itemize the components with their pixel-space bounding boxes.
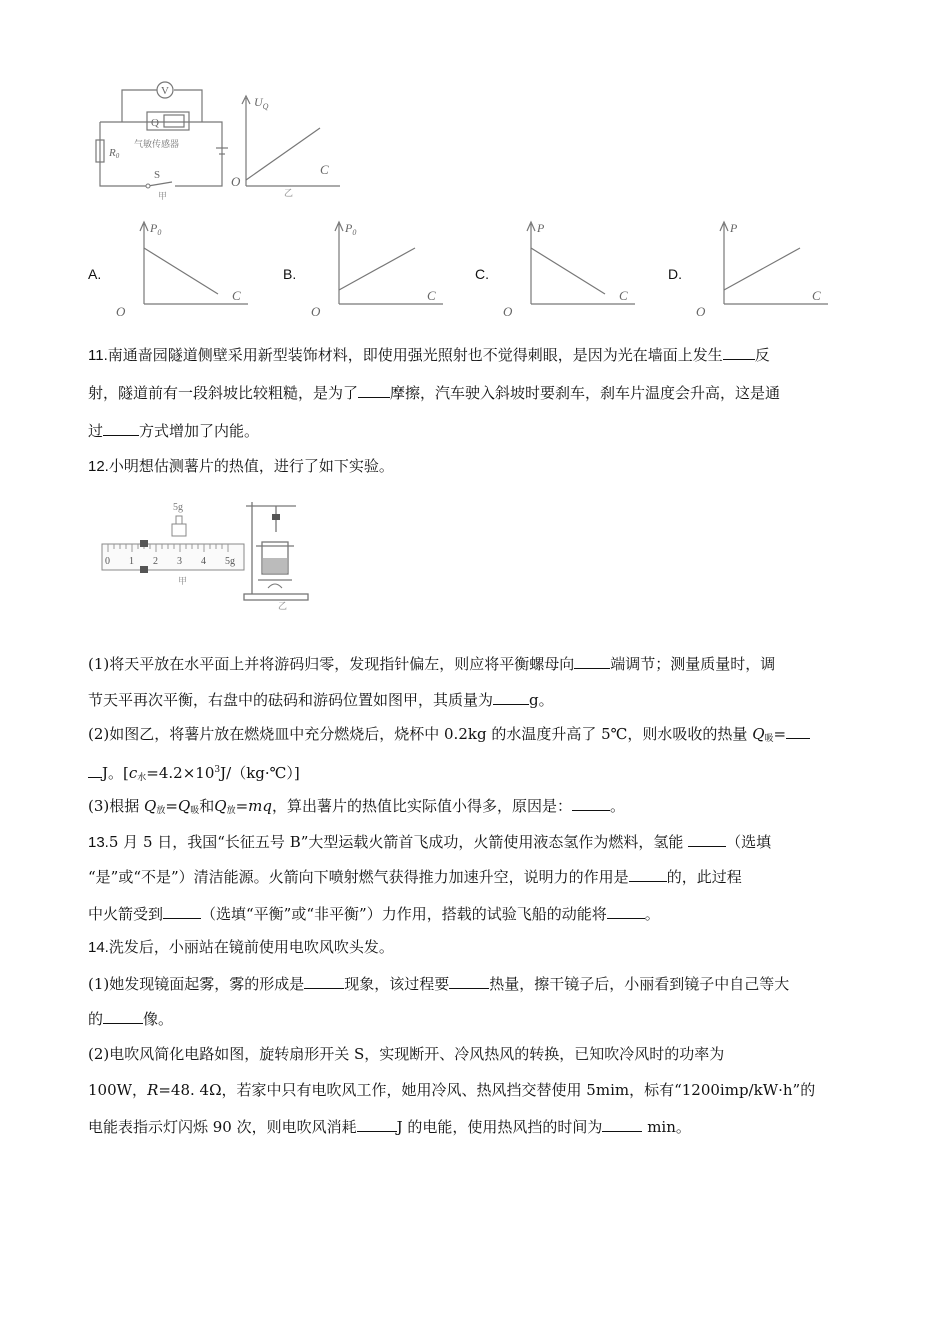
option-a-graph[interactable] (108, 218, 258, 322)
q12-number: 12. (88, 458, 109, 475)
q14-blank-3[interactable] (103, 1009, 143, 1024)
switch-label: S (154, 169, 161, 181)
q13-blank-1[interactable] (688, 832, 726, 847)
q12-blank-3a[interactable] (786, 724, 810, 739)
q11-line-2: 射，隧道前有一段斜坡比较粗糙，是为了 摩擦，汽车驶入斜坡时要刹车，刹车片温度会升高，这是通 (88, 384, 781, 402)
q14-intro: 14.洗发后，小丽站在镜前使用电吹风吹头发。 (88, 938, 394, 956)
q14-part2-line1: (2)电吹风简化电路如图，旋转扇形开关 S，实现断开、冷风热风的转换，已知吹冷风时的功率为 (88, 1045, 725, 1063)
q14-blank-5[interactable] (602, 1117, 642, 1132)
q12-part1-line1: (1)将天平放在水平面上并将游码归零，发现指针偏左，则应将平衡螺母向 端调节；测量质量时，调 (88, 655, 776, 673)
r0-label: R0 (109, 147, 120, 160)
option-b-label[interactable]: B. (283, 266, 297, 282)
scale-tick-label: 5g (225, 556, 235, 567)
origin-label: O (231, 174, 241, 189)
q12-part1-line2: 节天平再次平衡，右盘中的砝码和游码位置如图甲，其质量为 g。 (88, 691, 554, 709)
q12-intro: 12.小明想估测薯片的热值，进行了如下实验。 (88, 457, 394, 475)
c-axis-label: C (812, 288, 821, 303)
voltmeter-label: V (161, 85, 169, 97)
q11-number: 11. (88, 347, 108, 364)
q11-line-3: 过 方式增加了内能。 (88, 422, 260, 440)
q14-blank-4[interactable] (357, 1117, 397, 1132)
q12-blank-3b[interactable] (88, 763, 102, 778)
q14-part2-line3: 电能表指示灯闪烁 90 次，则电吹风消耗 J 的电能，使用热风挡的时间为 min。 (88, 1118, 691, 1136)
balance-and-burner-figure (100, 496, 315, 612)
p-axis-label: P (537, 221, 545, 235)
q11-line-1: 11.南通啬园隧道侧壁采用新型装饰材料，即使用强光照射也不觉得刺眼，是因为光在墙面上发生 反 (88, 346, 770, 364)
balance-caption: 甲 (178, 576, 188, 586)
uq-axis-label: $U_Q$ (254, 95, 269, 111)
scale-tick-label: 4 (201, 556, 206, 567)
q13-line-3: 中火箭受到 （选填“平衡”或“非平衡”）力作用，搭载的试验飞船的动能将 。 (88, 905, 660, 923)
origin-label: O (503, 304, 513, 319)
p-axis-label: P (730, 221, 738, 235)
burner-caption: 乙 (278, 601, 288, 611)
origin-label: O (696, 304, 706, 319)
option-d-graph[interactable] (688, 218, 838, 322)
circuit-diagram (92, 78, 242, 200)
uq-c-graph (228, 88, 348, 200)
p-axis-label: $P_0$ (150, 221, 162, 237)
q11-blank-1[interactable] (723, 345, 755, 360)
q12-blank-4[interactable] (572, 796, 610, 811)
q13-number: 13. (88, 834, 109, 851)
q12-blank-1[interactable] (574, 654, 610, 669)
q14-blank-2[interactable] (449, 974, 489, 989)
q12-part3: (3)根据 $Q_放=Q_吸$和$Q_放=mq$，算出薯片的热值比实际值小得多，原因是： 。 (88, 797, 626, 816)
q12-blank-2[interactable] (493, 690, 529, 705)
circuit-caption: 甲 (158, 191, 168, 200)
q14-part1-line1: (1)她发现镜面起雾，雾的形成是 现象，该过程要 热量，擦干镜子后，小丽看到镜子中自己等大 (88, 975, 790, 993)
q-label: Q (151, 117, 159, 129)
q13-blank-4[interactable] (607, 904, 645, 919)
q13-blank-3[interactable] (163, 904, 201, 919)
q12-part2-line2: J。$[c_水=4.2\times 10^3J/(kg\cdot℃)]$ (88, 760, 300, 788)
scale-tick-label: 1 (129, 556, 134, 567)
scale-tick-label: 3 (177, 556, 182, 567)
q14-part2-line2: 100W，R=48. 4Ω，若家中只有电吹风工作，她用冷风、热风挡交替使用 5mim，标有“1200imp/kW·h”的 (88, 1081, 816, 1099)
weight-label: 5g (173, 502, 183, 513)
scale-tick-label: 2 (153, 556, 158, 567)
sensor-label: 气敏传感器 (134, 139, 180, 149)
q14-number: 14. (88, 939, 109, 956)
c-axis-label: C (619, 288, 628, 303)
q11-blank-2[interactable] (358, 383, 390, 398)
graph-caption: 乙 (284, 188, 294, 198)
q14-part1-line2: 的 像。 (88, 1010, 174, 1028)
option-a-label[interactable]: A. (88, 266, 102, 282)
scale-tick-label: 0 (105, 556, 110, 567)
c-axis-label: C (427, 288, 436, 303)
origin-label: O (311, 304, 321, 319)
origin-label: O (116, 304, 126, 319)
option-d-label[interactable]: D. (668, 266, 682, 282)
option-c-graph[interactable] (495, 218, 645, 322)
q13-blank-2[interactable] (629, 867, 667, 882)
c-axis-label: C (320, 162, 329, 177)
q13-line-1: 13.5 月 5 日，我国“长征五号 B”大型运载火箭首飞成功，火箭使用液态氢作为燃料，氢能 （选填 (88, 833, 772, 851)
option-c-label[interactable]: C. (475, 266, 489, 282)
p-axis-label: $P_0$ (345, 221, 357, 237)
q11-blank-3[interactable] (103, 421, 139, 436)
q14-blank-1[interactable] (304, 974, 344, 989)
c-axis-label: C (232, 288, 241, 303)
option-b-graph[interactable] (303, 218, 453, 322)
q13-line-2: “是”或“不是”）清洁能源。火箭向下喷射燃气获得推力加速升空，说明力的作用是 的，此过程 (88, 868, 742, 886)
q12-part2-line1: (2)如图乙，将薯片放在燃烧皿中充分燃烧后，烧杯中 0.2kg 的水温度升高了 5℃，则水吸收的热量 $Q_吸=$ (88, 724, 810, 749)
